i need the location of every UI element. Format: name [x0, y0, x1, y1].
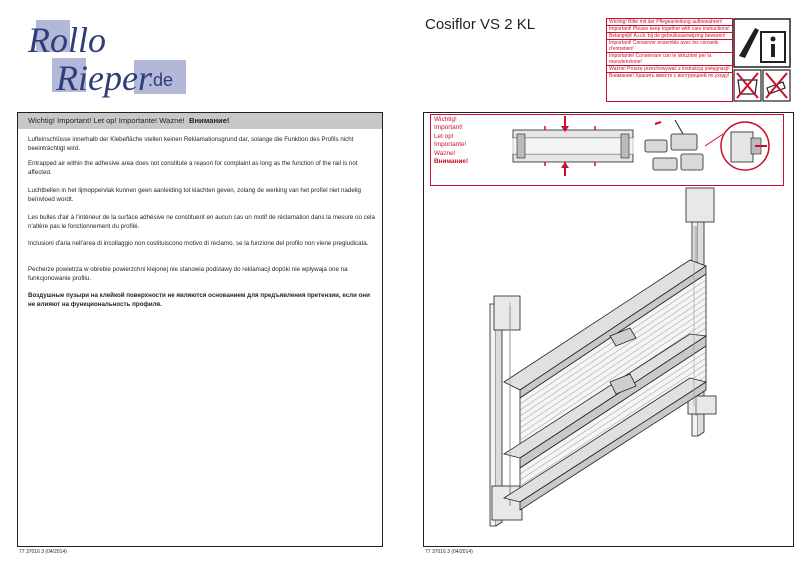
care-line: Important! Please keep together with care instructions! [607, 26, 732, 33]
paragraph-it: Inclusioni d'aria nell'area di incollaggio non costituiscono motivo di reclamo, se la funzione del profilo non viene pregiudicata. [28, 240, 369, 247]
zoom-detail [705, 122, 769, 170]
footer-code-left: 77 37016 3 (04/2014) [19, 549, 67, 555]
no-wet-cleaning-icon [734, 70, 790, 101]
warning-text [434, 116, 468, 166]
notice-header [18, 113, 382, 129]
notice-header-russian: Внимание! [188, 116, 230, 125]
paragraph-en: Entrapped air within the adhesive area does not constitute a reason for complaint as long as the function of the rail is not affected. [28, 160, 358, 176]
notice-header-text: Wichtig! Important! Let op! Importante! Wazne! [28, 116, 185, 125]
care-line: Ważne! Proszę przechowywać z instrukcją pielęgnacji! [607, 66, 732, 73]
logo-domain: .de [148, 70, 174, 90]
warning-line: Let op! [434, 132, 454, 140]
warning-line: Important! [434, 124, 463, 132]
footer-code-right: 77 37016 3 (04/2014) [425, 549, 473, 555]
rollo-rieper-logo [22, 8, 197, 100]
care-icons [733, 18, 791, 102]
rail-cross-section [513, 116, 633, 176]
care-line: Importante! Conservare con le istruzioni per la manutenzione! [607, 53, 732, 66]
document-title: Cosiflor VS 2 KL [425, 16, 536, 33]
warning-line: Внимание! [434, 158, 469, 166]
paragraph-de: Lufteinschlüsse innerhalb der Klebefläche stellen keinen Reklamationsgrund dar, solange die Funktion des Profils nicht beeinträchtigt wird. [28, 136, 354, 152]
warning-line: Wichtig! [434, 116, 457, 123]
manual-keep-icon [734, 19, 790, 67]
care-instructions-notice [606, 18, 733, 102]
paragraph-pl: Pecherze powietrza w obrebie powierzchni klejonej nie stanowia podstawy do reklamacji dopóki nie wplywaja one na funkcjonowanie profilu. [28, 266, 348, 282]
clip-detail [645, 120, 703, 170]
care-line: Wichtig! Bitte mit der Pflegeanleitung aufbewahren! [607, 19, 732, 26]
logo-rollo: Rollo [28, 20, 106, 60]
paragraph-ru: Воздушные пузыри на клейкой поверхности не являются основанием для предъявления претензии, если они не влияют на функциональность профиля. [28, 292, 370, 308]
warning-line: Importante! [434, 141, 467, 149]
warning-line: Wazne! [434, 149, 456, 157]
notice-panel [17, 112, 383, 547]
pleated-blind-illustration [480, 186, 730, 536]
logo-rieper: Rieper [56, 58, 152, 98]
care-line: Внимание! Хранить вместе с инструкцией по уходу! [609, 73, 730, 79]
care-line: Belangrijk! A.u.b. bij de gebruiksaanwijzing bewaren! [607, 33, 732, 40]
paragraph-fr: Les bulles d'air à l'intérieur de la surface adhésive ne constituent en aucun cas un motif de réclamation dans la mesure où cela n'altère pas le fonctionnement du profilé. [28, 214, 376, 230]
mounting-warning-illustration [505, 116, 777, 182]
care-line: Important! Conserver ensemble avec les conseils d'entretien! [607, 40, 732, 53]
paragraph-nl: Luchtbellen in het lijmoppervlak kunnen geen aanleiding tot klachten geven, zolang de werking van het profiel niet nadelig beïnvloed wordt. [28, 187, 361, 203]
